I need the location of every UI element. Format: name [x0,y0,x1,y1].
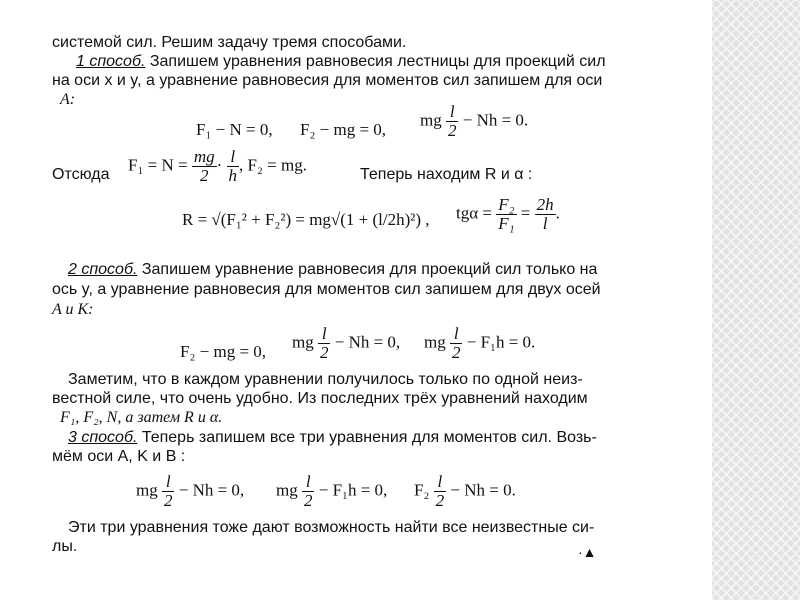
fraction-l-over-2: $\frac{l}{2}$ [435,472,445,510]
text-line-1: системой сил. Решим задачу тремя способами. [52,34,407,51]
fraction-l-over-2: $\frac{l}{2}$ [303,472,313,510]
fraction-l-over-2: $\frac{l}{2}$ [447,102,457,140]
text-line-4: A: [60,91,76,108]
equation-4b: mg $\frac{l}{2}$ − Nh = 0, [292,324,401,362]
method-2-line [68,261,597,279]
equation-1c: mg $\frac{l}{2}$ − Nh = 0. [420,102,529,140]
method-3-text: Теперь запишем все три уравнения для моментов сил. Возь- [137,429,597,446]
fraction-l-over-h: $\frac{l}{h}$ [228,147,238,185]
equation-1b: F₂ − mg = 0, [300,120,387,139]
paragraph-line-3: F₁, F₂, N, а затем R и α. [60,409,223,426]
equation-1a: F₁ − N = 0, [196,120,273,139]
equation-4a: F₂ − mg = 0, [180,342,267,361]
equation-5c: F₂ $\frac{l}{2}$ − Nh = 0. [414,472,516,510]
fraction-l-over-2: $\frac{l}{2}$ [319,324,329,362]
fraction-l-over-2: $\frac{l}{2}$ [451,324,461,362]
method-2-text: Запишем уравнение равновесия для проекций сил только на [137,261,598,278]
fraction-l-over-2: $\frac{l}{2}$ [163,472,173,510]
equation-3: R = √(F₁² + F₂²) = mg√(1 + (l/2h)²) , [182,210,430,229]
paragraph-line-2: вестной силе, что очень удобно. Из последних трёх уравнений находим [52,390,588,407]
decorative-sidebar [712,0,800,600]
equation-5b: mg $\frac{l}{2}$ − F₁h = 0, [276,472,388,510]
text-line-3: на оси x и y, а уравнение равновесия для моментов сил запишем для оси [52,72,603,89]
method-1-text: Запишем уравнения равновесия лестницы для проекций сил [145,53,606,70]
method-2-label: 2 способ. [68,261,138,278]
corner-mark: ·▲ [578,544,597,560]
method-3-line-2: мём оси A, K и B : [52,448,186,465]
method-1-line [76,53,606,71]
equation-2: F₁ = N = $\frac{mg}{2}$ · $\frac{l}{h}$ , F₂ = mg. [128,147,307,185]
method-2-line-2: ось y, а уравнение равновесия для моментов сил запишем для двух осей [52,281,601,298]
method-2-line-3: A и K: [52,301,94,318]
fraction-2h-over-l: $\frac{2h}{l}$ [536,195,554,233]
fraction-f2-over-f1: $\frac{\text{F₂}}{\text{F₁}}$ [498,195,515,233]
equation-3-tg: tgα = $\frac{\text{F₂}}{\text{F₁}}$ = $\frac{2h}{l}$ . [456,195,560,233]
method-3-label: 3 способ. [68,429,138,446]
fraction-mg-over-2: $\frac{mg}{2}$ [193,147,215,185]
equation-5a: mg $\frac{l}{2}$ − Nh = 0, [136,472,245,510]
teper-text: Теперь находим R и α : [360,166,533,183]
final-line-2: лы. [52,538,78,555]
method-3-line [68,429,597,447]
method-1-label: 1 способ. [76,53,146,70]
paragraph-line-1: Заметим, что в каждом уравнении получилось только по одной неиз- [68,371,583,388]
otsyuda-label: Отсюда [52,166,110,183]
final-line-1: Эти три уравнения тоже дают возможность найти все неизвестные си- [68,519,595,536]
equation-4c: mg $\frac{l}{2}$ − F₁h = 0. [424,324,536,362]
